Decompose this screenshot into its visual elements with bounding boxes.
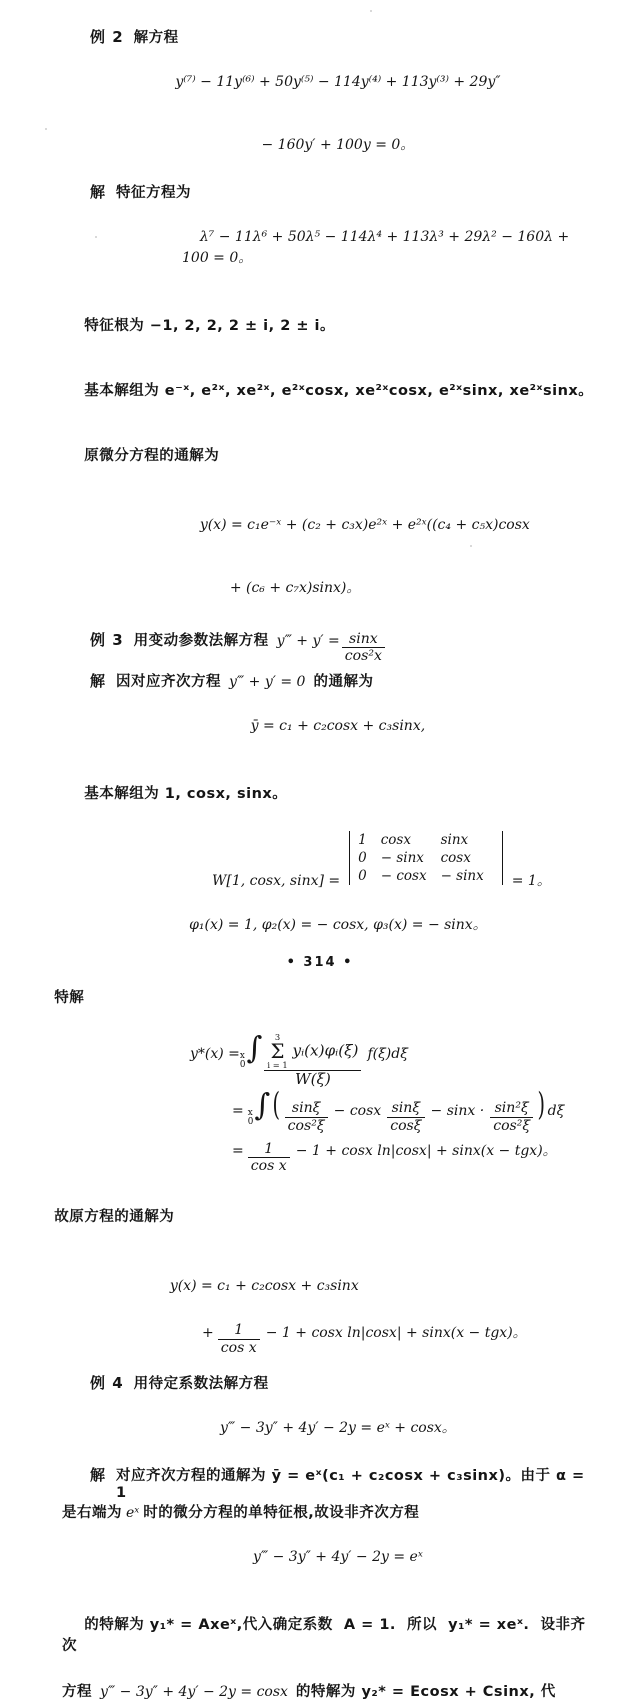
determinant-table	[356, 831, 496, 885]
ystar-numerator-terms: yᵢ(x)φᵢ(ξ)	[292, 1041, 359, 1060]
example-4-p5-pre: 方程	[62, 1683, 92, 1700]
example-4-p5-post: 的特解为 y₂* = Ecosx + Csinx, 代	[295, 1683, 556, 1700]
final2-plus: +	[202, 1324, 214, 1341]
scan-speck	[95, 236, 97, 238]
integral-lower-limit: 0	[239, 1060, 246, 1071]
example-4-heading	[90, 1372, 596, 1393]
example-2-general-solution-line-2: + (c₆ + c₇x)sinx)。	[229, 579, 361, 596]
frac2-den: cosξ	[387, 1117, 424, 1134]
ystar-line2-dxi: dξ	[547, 1102, 565, 1119]
example-3-equation-lhs: y‴ + y′ =	[276, 632, 340, 649]
determinant-cell: − cosx	[380, 868, 427, 885]
sum-lower-limit: i = 1	[267, 1060, 288, 1071]
scan-speck	[370, 10, 372, 12]
ystar-lhs: y*(x) =	[190, 1045, 240, 1062]
example-3-particular-solution-line-2	[232, 1084, 596, 1136]
frac1-num: sinξ	[291, 1100, 321, 1117]
frac2-num: sinξ	[391, 1100, 421, 1117]
ystar-line3-frac	[248, 1141, 290, 1174]
integral-upper-limit: x	[239, 1050, 245, 1061]
ystar-numerator	[264, 1033, 361, 1069]
integral-upper-limit-2: x	[247, 1107, 253, 1118]
example-3-fraction-numerator: sinx	[348, 630, 378, 647]
determinant-right-bar	[502, 831, 503, 885]
example-4-title: 用待定系数法解方程	[133, 1375, 269, 1392]
example-2-title: 解方程	[133, 30, 179, 46]
determinant-cell: 0	[358, 850, 367, 867]
example-4-equation: y‴ − 3y″ + 4y′ − 2y = eˣ + cosx。	[220, 1419, 456, 1436]
ystar-line2-frac-1	[285, 1100, 328, 1133]
final2-frac-num: 1	[234, 1322, 244, 1339]
integral-sign: ∫	[246, 1031, 263, 1067]
left-paren: (	[272, 1084, 281, 1123]
example-3-solution-label: 解	[90, 672, 107, 691]
ystar-fraction	[264, 1033, 361, 1088]
example-3-homogeneous-solution: ȳ = c₁ + c₂cosx + c₃sinx,	[250, 718, 426, 735]
frac3-num: sin²ξ	[494, 1100, 529, 1117]
scan-speck	[45, 128, 47, 130]
ystar-line2-op-2: − sinx ·	[430, 1102, 485, 1119]
right-paren: )	[537, 1084, 546, 1123]
determinant-row	[356, 867, 496, 885]
example-3-final-lead: 故原方程的通解为	[54, 1209, 175, 1226]
determinant-cell: − sinx	[380, 850, 424, 867]
determinant-row	[356, 831, 496, 849]
example-4-solution-heading	[90, 1464, 596, 1501]
example-3-heading	[90, 629, 596, 666]
example-3-equation-fraction	[342, 631, 385, 664]
determinant-cell: cosx	[440, 850, 471, 867]
example-4-solution-label: 解	[90, 1465, 107, 1484]
determinant-row	[356, 849, 496, 867]
wronskian-rhs: = 1。	[511, 873, 551, 890]
example-2-equation-line-2: − 160y′ + 100y = 0。	[261, 137, 415, 153]
ystar-tail: f(ξ)dξ	[367, 1045, 408, 1062]
example-4-solution-paragraph-5	[62, 1680, 596, 1701]
example-2-general-lead: 原微分方程的通解为	[84, 448, 220, 465]
determinant-cell: 0	[358, 868, 367, 885]
final2-frac-den: cos x	[218, 1339, 260, 1356]
example-4-solution-paragraph-1: 对应齐次方程的通解为 ȳ = eˣ(c₁ + c₂cosx + c₃sinx)。由于 α = 1	[116, 1467, 585, 1501]
example-2-label: 例 2	[90, 28, 124, 46]
example-2-general-solution-line-1: y(x) = c₁e⁻ˣ + (c₂ + c₃x)e²ˣ + e²ˣ((c₄ + c₅x)cosx	[199, 516, 530, 533]
ystar-line2-equals: =	[232, 1102, 244, 1119]
integral-limits	[240, 1052, 246, 1070]
ystar-line3-rest: − 1 + cosx ln|cosx| + sinx(x − tgx)。	[295, 1142, 557, 1159]
example-4-solution-paragraph-4: 的特解为 y₁* = Axeˣ,代入确定系数 A = 1. 所以 y₁* = xeˣ. 设非齐次	[62, 1616, 586, 1655]
ystar-line2-frac-2	[387, 1100, 424, 1133]
wronskian-determinant	[343, 831, 509, 885]
example-4-label: 例 4	[90, 1373, 124, 1392]
final2-frac	[218, 1322, 260, 1355]
example-4-nonhomogeneous-equation-1: y‴ − 3y″ + 4y′ − 2y = eˣ	[252, 1548, 423, 1565]
ystar-denominator: W(ξ)	[264, 1070, 361, 1088]
determinant-cell: 1	[358, 832, 367, 849]
determinant-cell: sinx	[440, 832, 469, 849]
final2-rest: − 1 + cosx ln|cosx| + sinx(x − tgx)。	[265, 1324, 527, 1341]
summation-symbol	[267, 1033, 287, 1069]
line3-frac-num: 1	[264, 1140, 274, 1157]
example-4-p2-post: 时的微分方程的单特征根,故设非齐次方程	[143, 1504, 420, 1521]
sum-upper-limit: 3	[274, 1032, 281, 1043]
example-2-solution-label: 解	[90, 183, 107, 201]
example-3-solution-lead-pre: 因对应齐次方程	[116, 674, 222, 691]
example-2-solution-lead: 特征方程为	[116, 185, 192, 201]
example-4-p5-equation: y‴ − 3y″ + 4y′ − 2y = cosx	[100, 1683, 288, 1700]
example-3-label: 例 3	[90, 630, 124, 649]
example-4-solution-paragraph-2	[62, 1501, 596, 1522]
example-2-solution-heading	[90, 181, 596, 202]
integral-lower-limit-2: 0	[247, 1116, 254, 1127]
example-3-particular-solution-line-1	[190, 1031, 596, 1091]
wronskian-lhs: W[1, cosx, sinx] =	[212, 873, 341, 890]
page-number: • 314 •	[286, 955, 354, 970]
example-3-wronskian	[212, 831, 596, 890]
example-2-equation-line-1: y⁽⁷⁾ − 11y⁽⁶⁾ + 50y⁽⁵⁾ − 114y⁽⁴⁾ + 113y⁽³⁾ + 29y″	[175, 74, 501, 90]
ystar-line3-equals: =	[232, 1142, 244, 1159]
determinant-cell: − sinx	[440, 868, 484, 885]
example-3-solution-lead-post: 的通解为	[313, 674, 374, 691]
example-2-basis-line: 基本解组为 e⁻ˣ, e²ˣ, xe²ˣ, e²ˣcosx, xe²ˣcosx, e²ˣsinx, xe²ˣsinx。	[84, 383, 594, 399]
scan-speck	[470, 545, 472, 547]
ystar-line2-op-1: − cosx	[333, 1102, 382, 1119]
example-3-particular-label: 特解	[54, 990, 85, 1007]
example-3-title: 用变动参数法解方程	[133, 632, 269, 649]
example-2-roots-line: 特征根为 −1, 2, 2, 2 ± i, 2 ± i。	[84, 317, 336, 334]
sigma-glyph: Σ	[270, 1039, 285, 1063]
example-2-characteristic-equation: λ⁷ − 11λ⁶ + 50λ⁵ − 114λ⁴ + 113λ³ + 29λ² − 160λ + 100 = 0。	[182, 229, 574, 266]
determinant-cell: cosx	[380, 832, 411, 849]
example-4-p2-pre: 是右端为	[62, 1504, 122, 1521]
ystar-line2-frac-3	[490, 1100, 533, 1133]
example-3-particular-solution-line-3	[232, 1140, 596, 1176]
example-3-final-solution-line-1: y(x) = c₁ + c₂cosx + c₃sinx	[169, 1277, 359, 1294]
example-3-phi-definitions: φ₁(x) = 1, φ₂(x) = − cosx, φ₃(x) = − sinx。	[189, 917, 487, 934]
determinant-left-bar	[349, 831, 350, 885]
example-3-fraction-denominator: cos²x	[342, 647, 385, 664]
integral-sign-2: ∫	[254, 1088, 271, 1124]
line3-frac-den: cos x	[248, 1157, 290, 1174]
example-3-final-solution-line-2	[202, 1322, 596, 1358]
example-3-homogeneous-equation: y‴ + y′ = 0	[229, 674, 306, 691]
example-3-basis-line: 基本解组为 1, cosx, sinx。	[84, 785, 288, 802]
example-2-heading	[90, 26, 596, 47]
integral-limits-2	[248, 1109, 254, 1127]
example-4-p2-mid: eˣ	[126, 1504, 140, 1521]
example-3-solution-heading	[90, 670, 596, 691]
frac1-den: cos²ξ	[285, 1117, 328, 1134]
frac3-den: cos²ξ	[490, 1117, 533, 1134]
